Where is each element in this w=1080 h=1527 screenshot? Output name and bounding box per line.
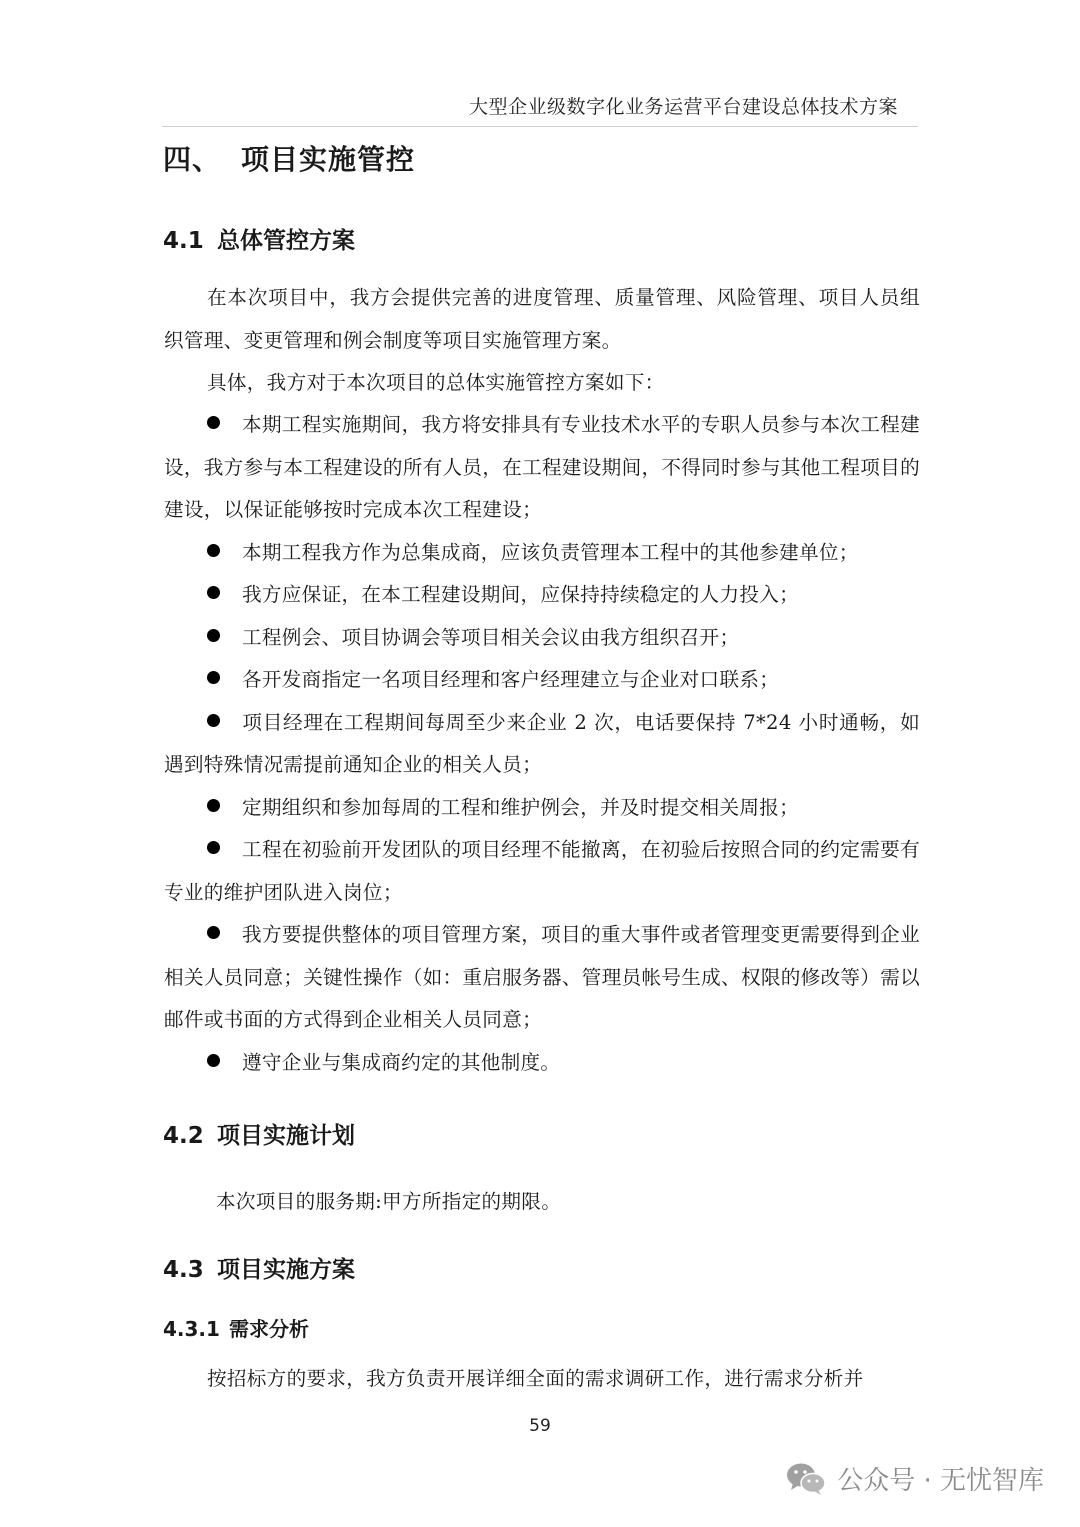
running-header: 大型企业级数字化业务运营平台建设总体技术方案 [468, 96, 898, 118]
chapter-title: 项目实施管控 [241, 143, 416, 176]
watermark [785, 1460, 1044, 1497]
list-item: 遵守企业与集成商约定的其他制度。 [164, 1042, 920, 1085]
section-number: 4.2 [163, 1123, 204, 1149]
list-item: 本期工程实施期间，我方将安排具有专业技术水平的专职人员参与本次工程建设，我方参与本工程建设的所有人员，在工程建设期间，不得同时参与其他工程项目的建设，以保证能够按时完成本次工程建设； [164, 413, 920, 521]
bullet-list [164, 404, 920, 1084]
list-item: 工程例会、项目协调会等项目相关会议由我方组织召开； [164, 617, 920, 660]
list-item: 我方要提供整体的项目管理方案，项目的重大事件或者管理变更需要得到企业相关人员同意；关键性操作（如：重启服务器、管理员帐号生成、权限的修改等）需以邮件或书面的方式得到企业相关人员同意； [164, 923, 920, 1031]
section-title: 项目实施方案 [217, 1257, 355, 1283]
list-item: 本期工程我方作为总集成商，应该负责管理本工程中的其他参建单位； [164, 532, 920, 575]
paragraph: 在本次项目中，我方会提供完善的进度管理、质量管理、风险管理、项目人员组织管理、变更管理和例会制度等项目实施管理方案。 [164, 286, 920, 352]
paragraph: 本次项目的服务期:甲方所指定的期限。 [216, 1190, 562, 1213]
section-title: 项目实施计划 [217, 1123, 355, 1149]
bullet-icon [207, 714, 220, 727]
header-divider [162, 126, 918, 127]
bullet-icon [207, 799, 220, 812]
bullet-icon [207, 629, 220, 642]
bullet-icon [207, 841, 220, 854]
list-item: 项目经理在工程期间每周至少来企业 2 次，电话要保持 7*24 小时通畅，如遇到特殊情况需提前通知企业的相关人员； [164, 710, 920, 776]
bullet-icon [207, 1054, 220, 1067]
paragraph: 具体，我方对于本次项目的总体实施管控方案如下： [207, 371, 665, 394]
bullet-icon [207, 416, 220, 429]
chapter-heading [163, 138, 415, 178]
wechat-icon [785, 1461, 827, 1497]
paragraph: 按招标方的要求，我方负责开展详细全面的需求调研工作，进行需求分析并 [207, 1367, 864, 1390]
list-item: 定期组织和参加每周的工程和维护例会，并及时提交相关周报； [164, 787, 920, 830]
subsection-4-3-1-heading [163, 1313, 309, 1342]
section-number: 4.3 [163, 1257, 204, 1283]
watermark-text: 公众号 · 无忧智库 [837, 1466, 1044, 1496]
section-4-1-heading [163, 222, 355, 255]
list-item: 各开发商指定一名项目经理和客户经理建立与企业对口联系； [164, 659, 920, 702]
bullet-icon [207, 671, 220, 684]
bullet-icon [207, 586, 220, 599]
bullet-icon [207, 926, 220, 939]
chapter-number: 四、 [163, 143, 222, 176]
section-4-2-heading [163, 1117, 355, 1150]
list-item: 工程在初验前开发团队的项目经理不能撤离，在初验后按照合同的约定需要有专业的维护团队进入岗位； [164, 838, 920, 904]
list-item: 我方应保证，在本工程建设期间，应保持持续稳定的人力投入； [164, 574, 920, 617]
subsection-number: 4.3.1 [163, 1317, 220, 1341]
bullet-icon [207, 544, 220, 557]
section-number: 4.1 [163, 228, 204, 254]
page-number: 59 [529, 1416, 551, 1436]
subsection-title: 需求分析 [229, 1317, 309, 1341]
section-title: 总体管控方案 [217, 228, 355, 254]
section-4-3-heading [163, 1251, 355, 1284]
